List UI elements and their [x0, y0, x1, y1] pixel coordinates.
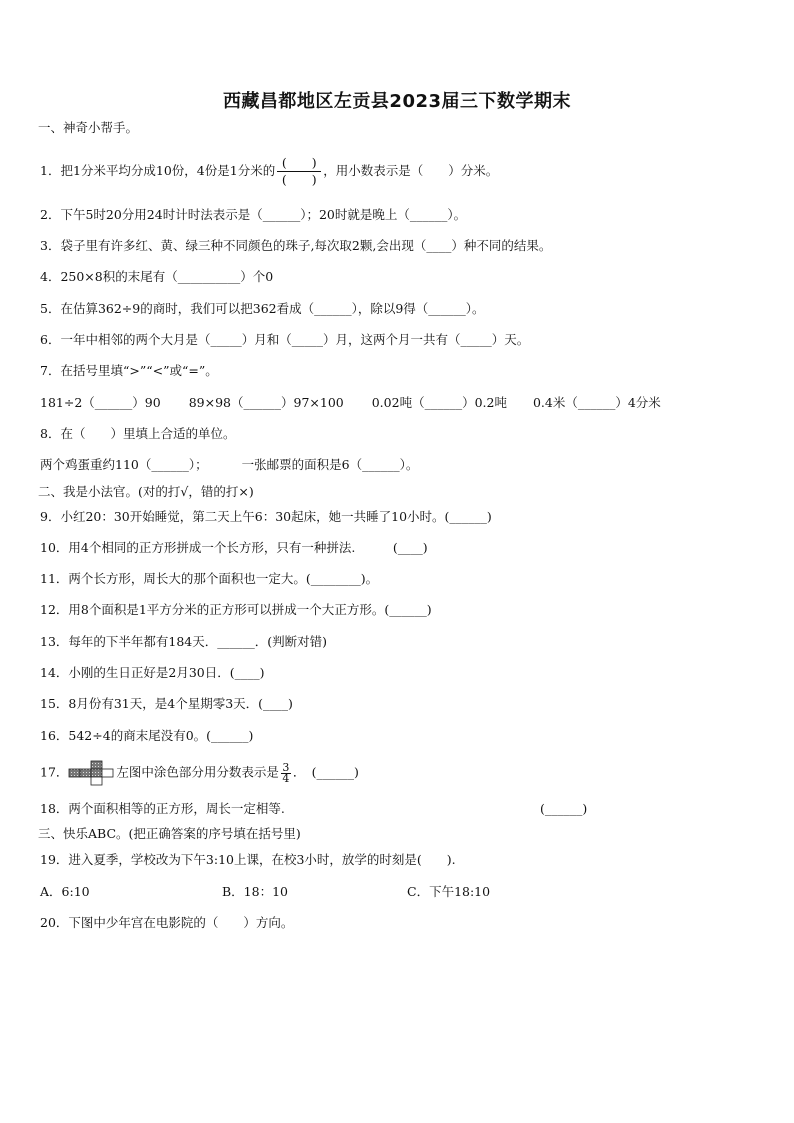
question-16: 16．542÷4的商末尾没有0。(______) [40, 728, 254, 743]
question-19-options [40, 883, 774, 901]
question-5: 5．在估算362÷9的商时，我们可以把362看成（______），除以9得（______）。 [40, 301, 485, 316]
q7-item-4: 0.4米（______）4分米 [532, 395, 661, 410]
shaded-squares-figure [68, 760, 114, 786]
question-4: 4．250×8积的末尾有（__________）个0 [40, 269, 274, 284]
fraction-denominator: 4 [282, 771, 290, 785]
question-15: 15．8月份有31天，是4个星期零3天．(____) [40, 696, 293, 711]
fraction-numerator: 3 [282, 760, 290, 774]
question-12: 12．用8个面积是1平方分米的正方形可以拼成一个大正方形。(______) [40, 602, 432, 617]
question-1 [40, 155, 774, 188]
q8-item-2: 一张邮票的面积是6（______）。 [241, 457, 419, 472]
question-2: 2．下午5时20分用24时计时法表示是（______）；20时就是晚上（______）。 [40, 207, 467, 222]
q7-item-1: 181÷2（______）90 [40, 395, 161, 410]
q7-item-3: 0.02吨（______）0.2吨 [371, 395, 507, 410]
section-heading-2: 二、我是小法官。(对的打√，错的打×) [38, 484, 254, 499]
question-13: 13．每年的下半年都有184天．______．(判断对错) [40, 634, 328, 649]
question-18-text: 18．两个面积相等的正方形，周长一定相等. [40, 801, 285, 816]
question-7-items [40, 394, 774, 412]
q7-item-2: 89×98（______）97×100 [188, 395, 344, 410]
fraction-denominator: ( ) [277, 171, 321, 188]
question-1-tail: ，用小数表示是（ ）分米。 [323, 163, 499, 178]
question-14: 14．小刚的生日正好是2月30日．(____) [40, 665, 265, 680]
question-10: 10．用4个相同的正方形拼成一个长方形，只有一种拼法. (____) [40, 540, 428, 555]
question-18 [40, 800, 774, 818]
q8-item-1: 两个鸡蛋重约110（______）； [40, 457, 208, 472]
section-heading-3: 三、快乐ABC。(把正确答案的序号填在括号里) [38, 826, 301, 841]
question-8-items [40, 456, 774, 474]
section-heading-1: 一、神奇小帮手。 [38, 120, 139, 135]
option-b: B．18：10 [222, 884, 288, 899]
question-8: 8．在（ ）里填上合适的单位。 [40, 426, 236, 441]
fraction-three-quarters [281, 760, 291, 785]
option-a: A．6:10 [40, 884, 90, 899]
page-title: 西藏昌都地区左贡县2023届三下数学期末 [222, 91, 572, 112]
fraction-blank[interactable] [277, 155, 321, 188]
question-1-text: 1．把1分米平均分成10份，4份是1分米的 [40, 163, 276, 178]
question-9: 9．小红20：30开始睡觉，第二天上午6：30起床，她一共睡了10小时。(______) [40, 509, 492, 524]
fraction-numerator: ( ) [281, 155, 317, 170]
question-7: 7．在括号里填“>”“<”或“=”。 [40, 363, 218, 378]
option-c: C．下午18:10 [407, 884, 491, 899]
question-19: 19．进入夏季，学校改为下午3:10上课，在校3小时，放学的时刻是( ). [40, 852, 456, 867]
question-18-blank: (______) [540, 801, 588, 816]
question-17-tail: ． (______) [292, 764, 359, 780]
question-11: 11．两个长方形，周长大的那个面积也一定大。(________)。 [40, 571, 379, 586]
question-20: 20．下图中少年宫在电影院的（ ）方向。 [40, 915, 294, 930]
question-17-text: 左图中涂色部分用分数表示是 [116, 764, 279, 780]
question-6: 6．一年中相邻的两个大月是（_____）月和（_____）月，这两个月一共有（_____）天。 [40, 332, 530, 347]
question-3: 3．袋子里有许多红、黄、绿三种不同颜色的珠子,每次取2颗,会出现（____）种不同的结果。 [40, 238, 552, 253]
question-17-label: 17． [40, 764, 69, 780]
question-17 [40, 760, 774, 786]
